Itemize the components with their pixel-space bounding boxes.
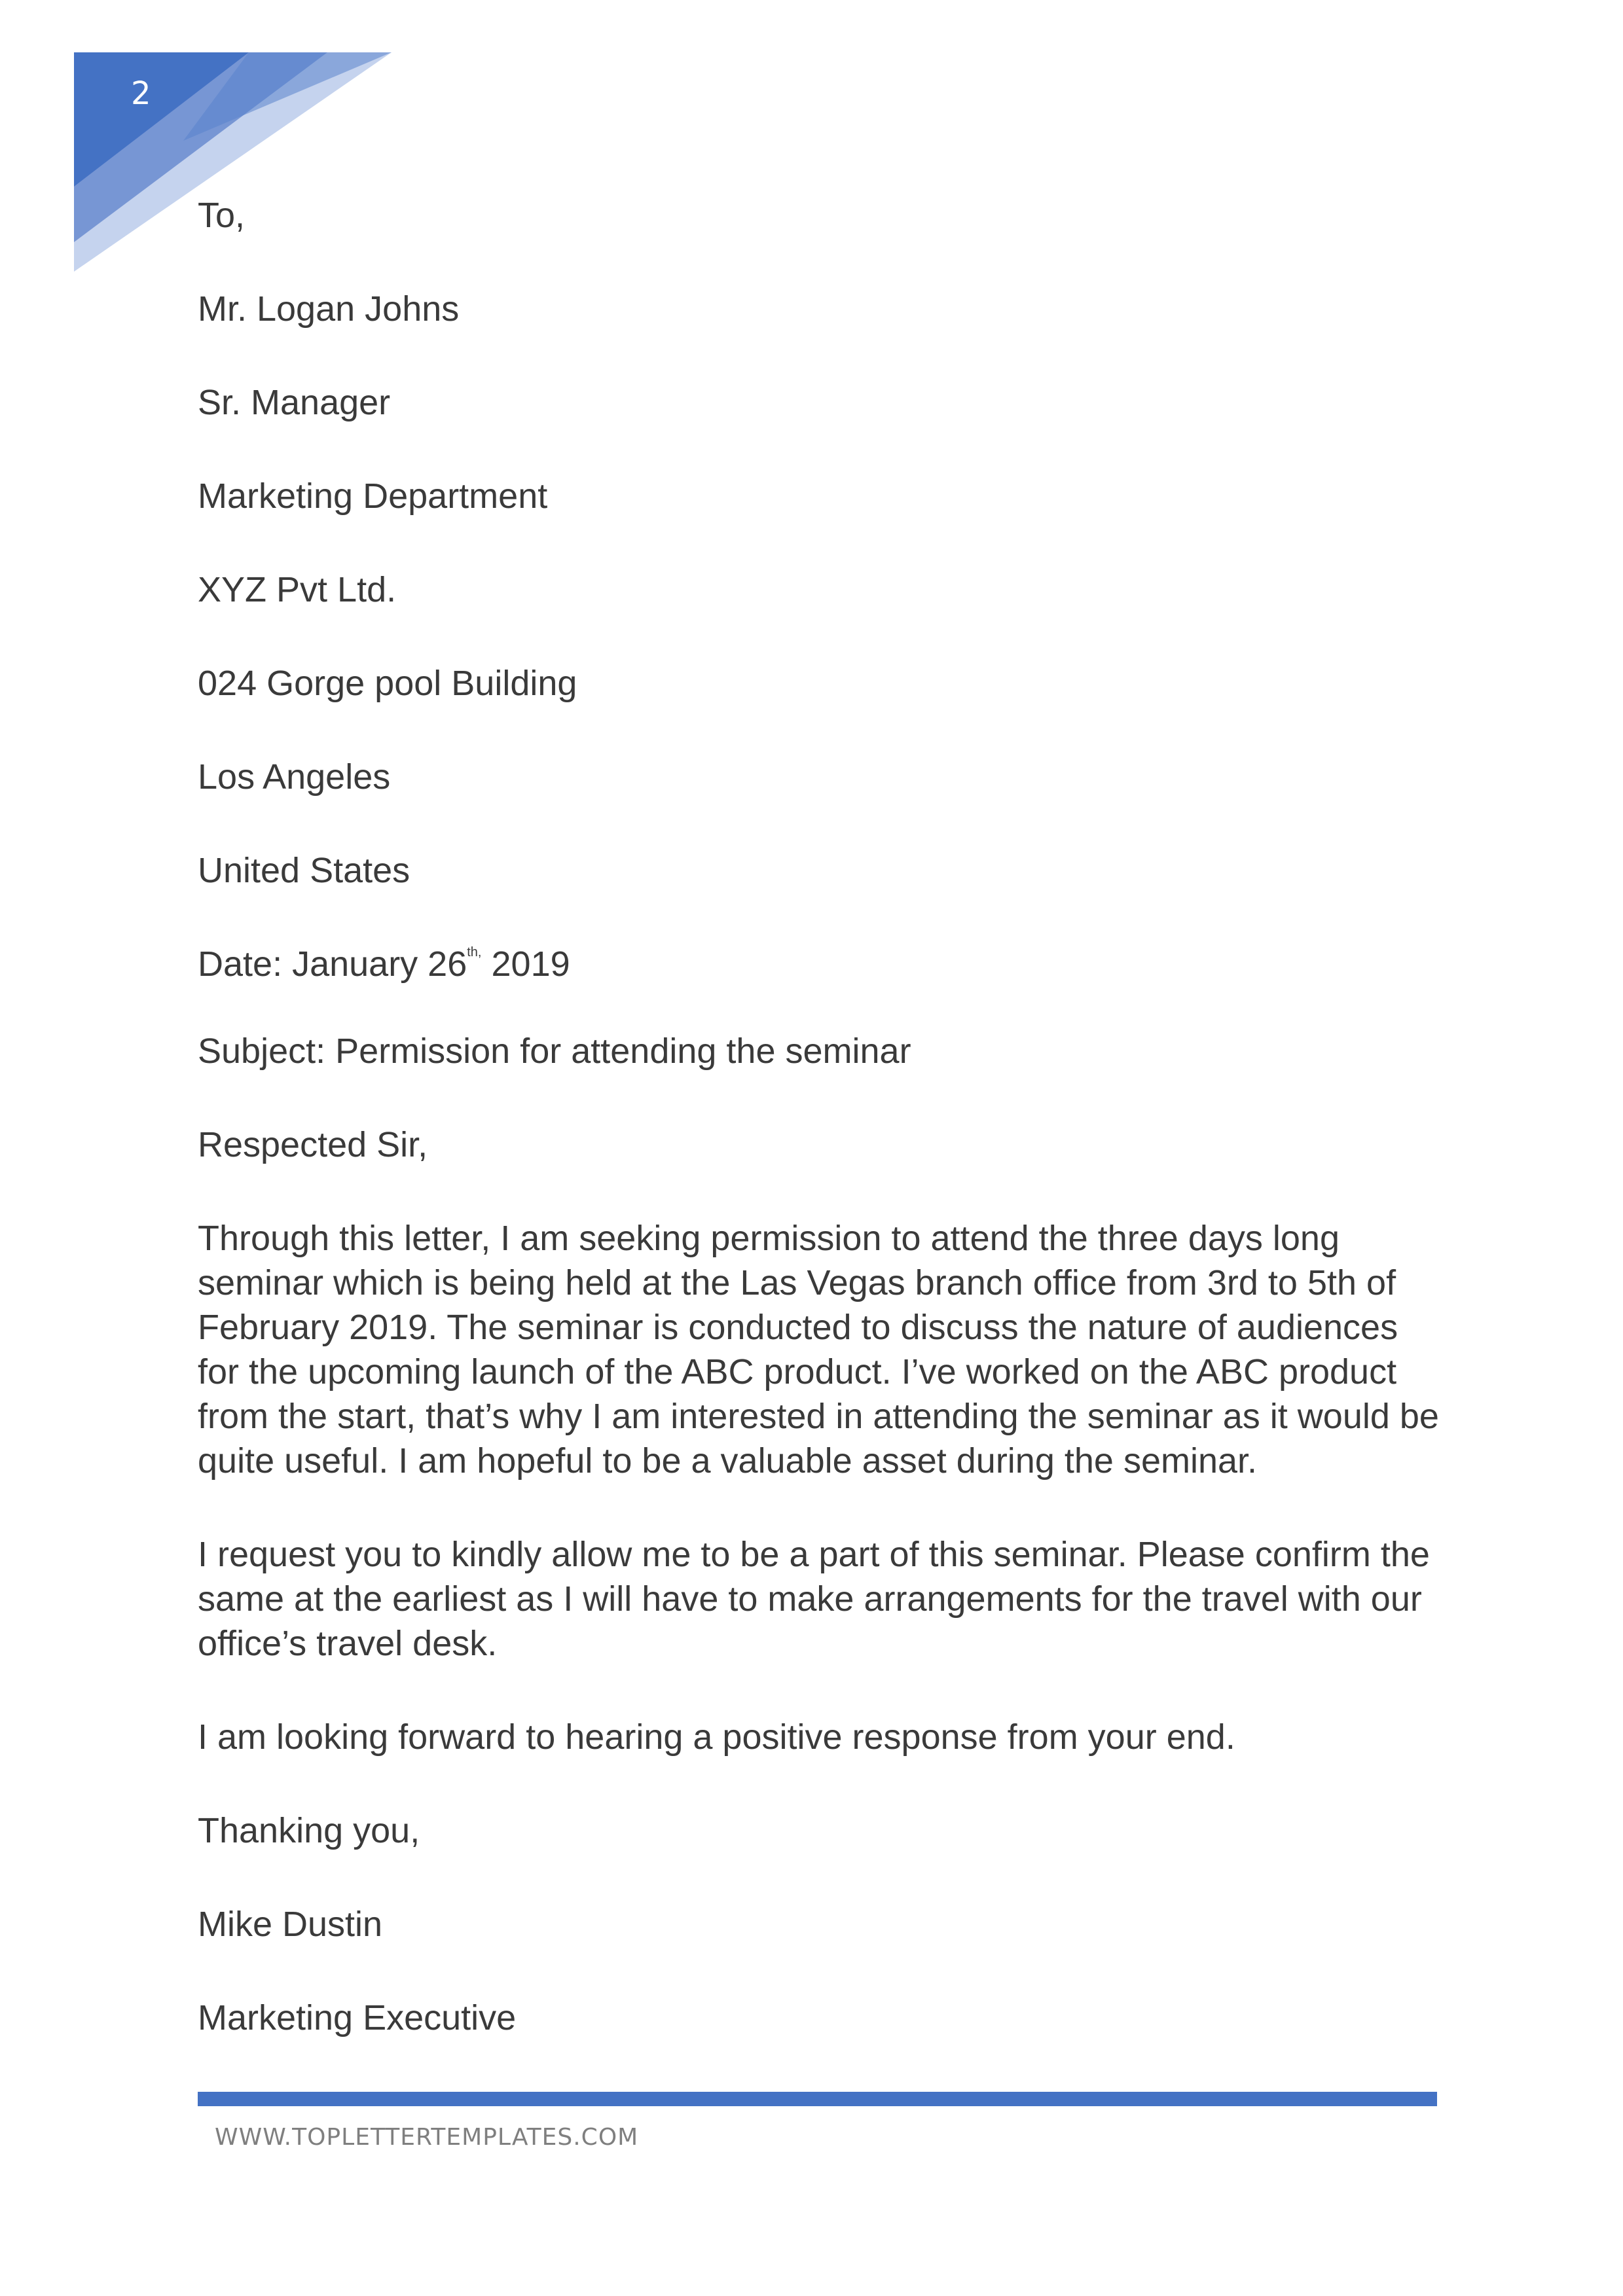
recipient-department: Marketing Department: [198, 476, 548, 516]
letter-subject: Subject: Permission for attending the seminar: [198, 1031, 911, 1071]
recipient-name: Mr. Logan Johns: [198, 289, 460, 329]
recipient-title: Sr. Manager: [198, 383, 391, 422]
recipient-city: Los Angeles: [198, 757, 391, 797]
letter-to: To,: [198, 196, 246, 235]
footer-rule: [198, 2092, 1437, 2106]
recipient-company: XYZ Pvt Ltd.: [198, 570, 397, 609]
recipient-address: 024 Gorge pool Building: [198, 664, 577, 703]
recipient-country: United States: [198, 851, 410, 890]
footer-website: WWW.TOPLETTERTEMPLATES.COM: [215, 2124, 639, 2151]
date-prefix: Date: January 26: [198, 944, 467, 984]
letter-date: [198, 942, 1442, 986]
letter-salutation: Respected Sir,: [198, 1125, 428, 1164]
letter-closing: Thanking you,: [198, 1811, 420, 1850]
date-year: 2019: [481, 944, 570, 984]
letter-paragraph: I request you to kindly allow me to be a part of this seminar. Please confirm the same at the earliest as I will have to make arrangements for the travel with our office’s travel desk.: [198, 1535, 1430, 1663]
letter-body: [198, 193, 1442, 2089]
sender-name: Mike Dustin: [198, 1905, 383, 1944]
sender-title: Marketing Executive: [198, 1998, 517, 2037]
date-suffix: th,: [467, 945, 482, 960]
page-number: 2: [131, 75, 151, 112]
letter-paragraph: I am looking forward to hearing a positive response from your end.: [198, 1717, 1235, 1757]
letter-paragraph: Through this letter, I am seeking permission to attend the three days long seminar which is being held at the Las Vegas branch office from 3rd to 5th of February 2019. The seminar is conducted to discuss the nature of audiences for the upcoming launch of the ABC product. I’ve worked on the ABC product from the start, that’s why I am interested in attending the seminar as it would be quite useful. I am hopeful to be a valuable asset during the seminar.: [198, 1219, 1439, 1480]
